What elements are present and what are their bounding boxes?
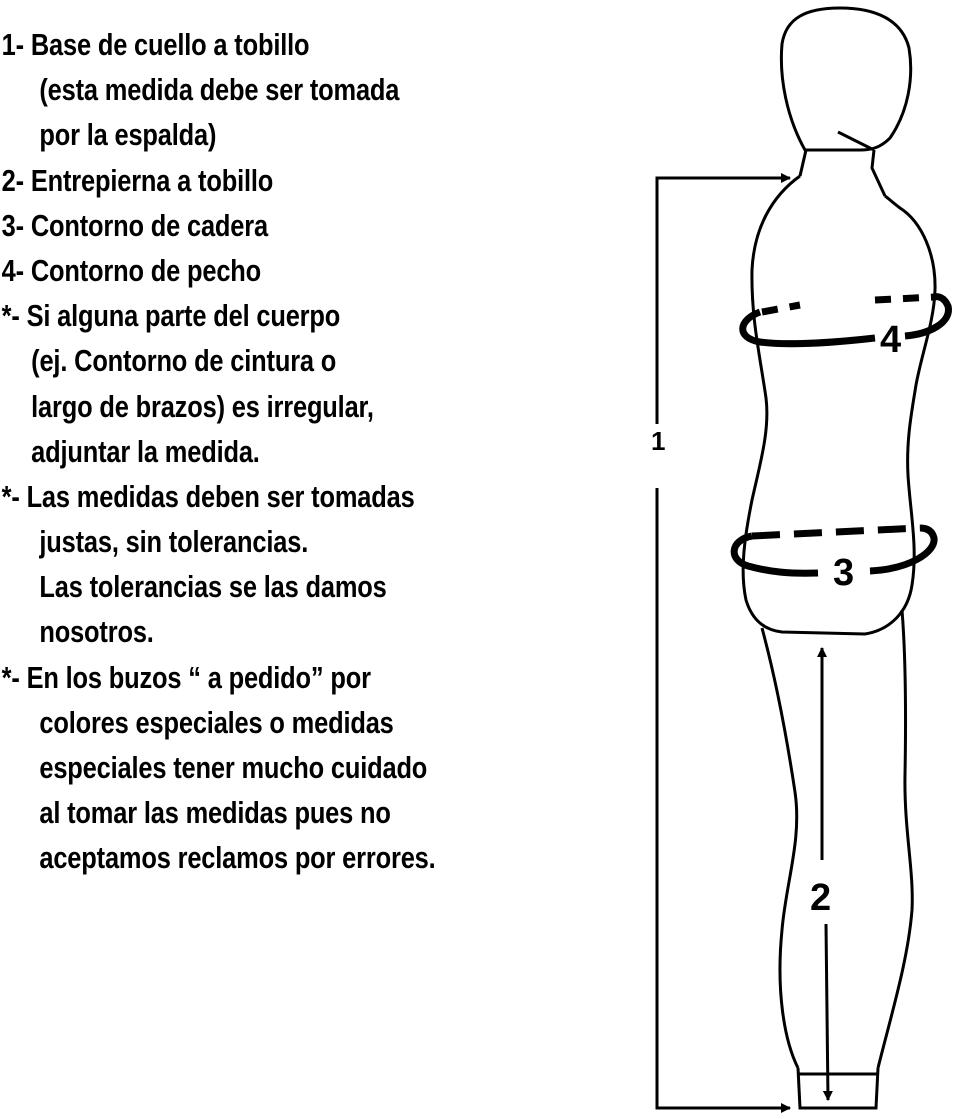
chest-band-back-dashed	[762, 297, 935, 312]
instruction-line: *- En los buzos “ a pedido” por	[1, 659, 371, 695]
instruction-line: 3- Contorno de cadera	[1, 207, 268, 243]
measure-2-arrow	[810, 648, 831, 1100]
measure-1-bottom-line	[657, 488, 790, 1108]
instruction-line: 1- Base de cuello a tobillo	[1, 27, 310, 62]
instruction-line: aceptamos reclamos por errores.	[39, 840, 436, 876]
instruction-line: *- Las medidas deben ser tomadas	[1, 478, 415, 514]
mannequin-cuff	[798, 1068, 878, 1108]
chest-measurement-band	[743, 297, 949, 361]
instruction-line: por la espalda)	[39, 117, 217, 153]
instruction-line: Las tolerancias se las damos	[39, 569, 387, 605]
instruction-line: al tomar las medidas pues no	[39, 795, 391, 831]
measure-2-bottom-line	[826, 924, 828, 1100]
measure-1-bracket	[651, 178, 790, 1108]
mannequin-leg	[762, 610, 912, 1068]
hip-band-back-dashed	[752, 528, 920, 536]
instruction-line: colores especiales o medidas	[39, 704, 394, 740]
measure-2-label: 2	[810, 877, 832, 919]
measure-1-label: 1	[651, 426, 666, 456]
measure-1-top-line	[657, 178, 790, 424]
mannequin-neck	[800, 150, 885, 196]
instruction-line: 4- Contorno de pecho	[1, 252, 262, 288]
instruction-line: largo de brazos) es irregular,	[31, 388, 374, 424]
instruction-line: justas, sin tolerancias.	[39, 524, 309, 560]
instruction-line: especiales tener mucho cuidado	[39, 750, 428, 785]
instruction-line: 2- Entrepierna a tobillo	[1, 162, 274, 198]
hip-measurement-band	[734, 528, 934, 594]
chest-band-front	[743, 297, 949, 344]
instruction-line: adjuntar la medida.	[31, 433, 260, 469]
instruction-line: (esta medida debe ser tomada	[39, 72, 400, 108]
instruction-line: (ej. Contorno de cintura o	[31, 343, 337, 379]
mannequin-chin	[838, 132, 874, 150]
measure-4-label: 4	[880, 319, 902, 361]
instruction-line: *- Si alguna parte del cuerpo	[1, 298, 341, 334]
instruction-line: nosotros.	[39, 614, 154, 650]
mannequin-head	[781, 8, 910, 150]
measure-3-label: 3	[833, 552, 855, 594]
